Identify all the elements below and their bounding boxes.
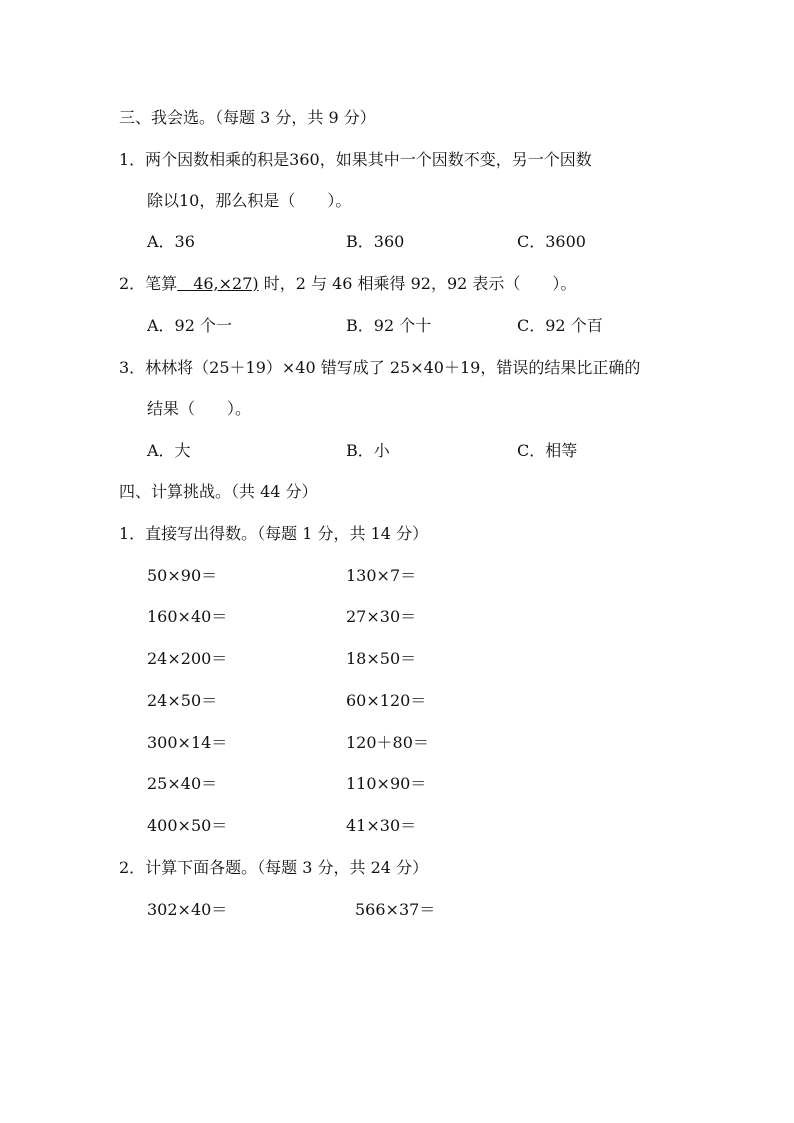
question-2-option-a: A．92 个一 (147, 316, 233, 335)
calc-item: 25×40＝ (147, 774, 218, 793)
section-3-heading: 三、我会选。（每题 3 分，共 9 分） (119, 108, 376, 127)
calc-item: 130×7＝ (346, 566, 417, 585)
calc-item: 27×30＝ (346, 607, 417, 626)
calc-item: 60×120＝ (346, 691, 427, 710)
calc-item: 566×37＝ (355, 900, 436, 919)
calc-item: 41×30＝ (346, 816, 417, 835)
question-2-option-b: B．92 个十 (346, 316, 432, 335)
question-1-option-a: A．36 (147, 232, 195, 251)
calc-item: 50×90＝ (147, 566, 218, 585)
question-3-option-c: C．相等 (517, 441, 578, 460)
calc-item: 400×50＝ (147, 816, 228, 835)
question-1-option-c: C．3600 (517, 232, 586, 251)
question-2-prefix: 2．笔算 (119, 274, 178, 293)
calc-item: 160×40＝ (147, 607, 228, 626)
calc-item: 24×50＝ (147, 691, 218, 710)
question-2-vertical-calc: 46,×27) (177, 274, 259, 293)
calc-item: 110×90＝ (346, 774, 427, 793)
question-3-text: 3．林林将（25＋19）×40 错写成了 25×40＋19，错误的结果比正确的 (119, 358, 641, 377)
question-1-text-cont: 除以10，那么积是（ ）。 (147, 191, 352, 210)
question-3-text-cont: 结果（ ）。 (147, 399, 252, 418)
section-4-heading: 四、计算挑战。（共 44 分） (119, 482, 318, 501)
question-2-suffix: 时，2 与 46 相乘得 92，92 表示（ ）。 (258, 274, 577, 293)
question-1-option-b: B．360 (346, 232, 405, 251)
section-4-part-1-heading: 1．直接写出得数。（每题 1 分，共 14 分） (119, 524, 429, 543)
calc-item: 302×40＝ (147, 900, 228, 919)
question-2-text (119, 274, 576, 294)
calc-item: 120＋80＝ (346, 733, 429, 752)
question-2-option-c: C．92 个百 (517, 316, 603, 335)
question-3-option-b: B．小 (346, 441, 390, 460)
calc-item: 18×50＝ (346, 649, 417, 668)
calc-item: 300×14＝ (147, 733, 228, 752)
question-1-text: 1．两个因数相乘的积是360，如果其中一个因数不变，另一个因数 (119, 150, 592, 169)
section-4-part-2-heading: 2．计算下面各题。（每题 3 分，共 24 分） (119, 858, 429, 877)
calc-item: 24×200＝ (147, 649, 228, 668)
question-3-option-a: A．大 (147, 441, 191, 460)
